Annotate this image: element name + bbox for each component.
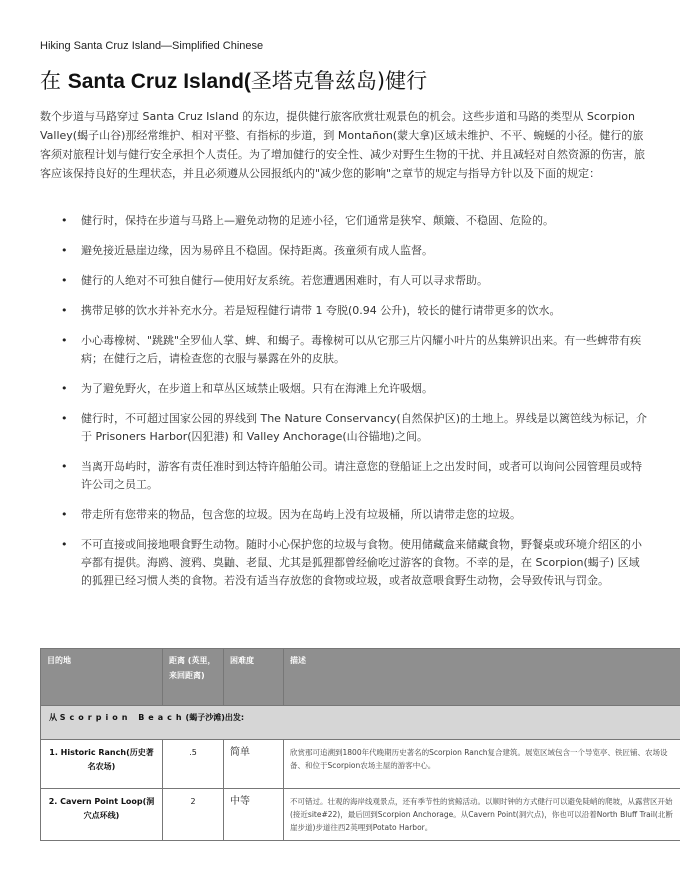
rule-item — [40, 458, 650, 494]
rule-item — [40, 302, 650, 320]
rule-text: 不可直接或间接地喂食野生动物。随时小心保护您的垃圾与食物。使用储藏盒来储藏食物，野餐桌或环境介绍区的小亭都有提供。海鸥、渡鸦、臭鼬、老鼠、尤其是狐狸都曾经偷吃过游客的食物。不幸的是，在 Scorpion(蝎子) 区域的狐狸已经习惯人类的食物。若没有适当存放您的食物或垃圾，或者故意喂食野生动物，会导致传讯与罚金。 — [81, 538, 642, 587]
trail-distance: 2 — [163, 789, 224, 841]
title-prefix: 在 — [40, 69, 68, 93]
section-suffix: (蝎子沙滩)出发: — [185, 713, 245, 722]
rule-item — [40, 506, 650, 524]
running-header: Hiking Santa Cruz Island—Simplified Chinese — [40, 40, 264, 52]
trail-description: 不可错过。壮观的海岸线观景点，还有季节性的赏鲸活动。以顺时钟的方式健行可以避免陡峭的爬坡，从露营区开始(接近site#22)，最后回到Scorpion Anchorage。从Cavern Point(洞穴点)，你也可以沿着North Bluff Trail(北断崖步道)步道往西2英哩到Potato Harbor。 — [284, 789, 680, 841]
title-latin: Santa Cruz Island( — [67, 70, 251, 93]
rule-item — [40, 536, 650, 590]
rule-item — [40, 272, 650, 290]
rules-list — [40, 212, 650, 602]
trails-table-wrap — [40, 648, 680, 841]
table-row — [41, 740, 680, 789]
section-place: Scorpion Beach — [59, 713, 186, 722]
bullet-icon: • — [61, 508, 68, 521]
rule-text: 避免接近悬崖边缘，因为易碎且不稳固。保持距离。孩童须有成人监督。 — [81, 244, 433, 257]
section-label — [41, 706, 680, 740]
trail-name: 1. Historic Ranch(历史著名农场) — [41, 740, 163, 789]
rule-text: 小心毒橡树、"跳跳"全罗仙人掌、蜱、和蝎子。毒橡树可以从它那三片闪耀小叶片的丛集辨识出来。有一些蜱带有疾病；在健行之后，请检查您的衣服与暴露在外的皮肤。 — [81, 334, 642, 365]
intro-paragraph: 数个步道与马路穿过 Santa Cruz Island 的东边，提供健行旅客欣赏壮观景色的机会。这些步道和马路的类型从 Scorpion Valley(蝎子山谷)那经常维护、相对平整、有指标的步道，到 Montañon(蒙大拿)区域未维护、不平、蜿蜒的小径。健行的旅客须对旅程计划与健行安全承担个人责任。为了增加健行的安全性、减少对野生生物的干扰、并且减轻对自然资源的伤害，旅客应该保持良好的生理状态，并且必须遵从公园报纸内的"减少您的影响"之章节的规定与指导方针以及下面的规定： — [40, 110, 645, 180]
rule-item — [40, 242, 650, 260]
bullet-icon: • — [61, 214, 68, 227]
bullet-icon: • — [61, 382, 68, 395]
rule-text: 健行时，保持在步道与马路上—避免动物的足迹小径，它们通常是狭窄、颠簸、不稳固、危险的。 — [81, 214, 554, 227]
bullet-icon: • — [61, 334, 68, 347]
rule-text: 为了避免野火，在步道上和草丛区域禁止吸烟。只有在海滩上允许吸烟。 — [81, 382, 433, 395]
trail-description: 欣赏那可追溯到1800年代晚期历史著名的Scorpion Ranch复合建筑。展览区域包含一个导览亭、铁匠铺、农场设备、和位于Scorpion农场主屋的游客中心。 — [284, 740, 680, 789]
bullet-icon: • — [61, 412, 68, 425]
rule-text: 当离开岛屿时，游客有责任准时到达特许船舶公司。请注意您的登船证上之出发时间，或者可以询问公园管理员或特许公司之员工。 — [81, 460, 642, 491]
rule-text: 携带足够的饮水并补充水分。若是短程健行请带 1 夸脱(0.94 公升)，较长的健行请带更多的饮水。 — [81, 304, 561, 317]
title-suffix: )健行 — [376, 69, 428, 93]
bullet-icon: • — [61, 538, 68, 551]
trail-difficulty: 中等 — [224, 789, 284, 841]
rule-item — [40, 332, 650, 368]
rule-item — [40, 212, 650, 230]
bullet-icon: • — [61, 304, 68, 317]
title-cn-name: 圣塔克鲁兹岛 — [250, 69, 377, 93]
table-header-row — [41, 649, 680, 706]
rule-text: 带走所有您带来的物品，包含您的垃圾。因为在岛屿上没有垃圾桶，所以请带走您的垃圾。 — [81, 508, 521, 521]
rule-item — [40, 410, 650, 446]
trails-table — [40, 648, 680, 841]
rule-text: 健行时，不可超过国家公园的界线到 The Nature Conservancy(自然保护区)的土地上。界线是以篱笆线为标记，介于 Prisoners Harbor(囚犯港) 和 Valley Anchorage(山谷锚地)之间。 — [81, 412, 648, 443]
bullet-icon: • — [61, 460, 68, 473]
rule-item — [40, 380, 650, 398]
trail-name: 2. Cavern Point Loop(洞穴点环线) — [41, 789, 163, 841]
header-destination: 目的地 — [41, 649, 163, 706]
section-row — [41, 706, 680, 740]
header-description: 描述 — [284, 649, 680, 706]
rule-text: 健行的人绝对不可独自健行—使用好友系统。若您遭遇困难时，有人可以寻求帮助。 — [81, 274, 488, 287]
header-difficulty: 困难度 — [224, 649, 284, 706]
header-distance: 距离 (英里，来回距离) — [163, 649, 224, 706]
bullet-icon: • — [61, 274, 68, 287]
section-prefix: 从 — [49, 713, 60, 722]
page-title — [40, 66, 427, 97]
trail-distance: .5 — [163, 740, 224, 789]
trail-difficulty: 简单 — [224, 740, 284, 789]
bullet-icon: • — [61, 244, 68, 257]
table-row — [41, 789, 680, 841]
